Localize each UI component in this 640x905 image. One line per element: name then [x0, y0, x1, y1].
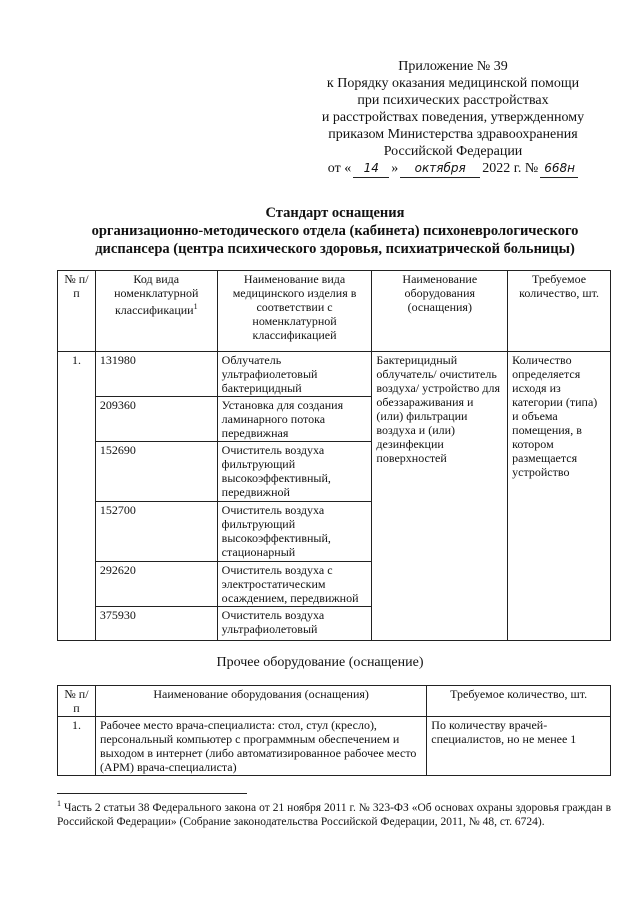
table-header-row: [58, 686, 611, 717]
footnote-ref: 1: [193, 302, 198, 311]
item-name: Очиститель воздуха фильтрующий высокоэффективный, стационарный: [217, 502, 372, 562]
footnote-divider: [57, 793, 247, 794]
header-line-2: при психических расстройствах: [357, 93, 549, 108]
table-row: [58, 717, 611, 776]
col-header-equipment: Наименование оборудования (оснащения): [372, 271, 508, 352]
date-mid: »: [391, 161, 399, 176]
item-code: 152700: [95, 502, 217, 562]
col-header-num: № п/п: [58, 686, 96, 717]
other-equipment-table: [57, 685, 611, 776]
order-number-handwritten: 668н: [540, 160, 578, 178]
equipment-name: Бактерицидный облучатель/ очиститель воздуха/ устройство для обеззараживания и (или) фильтрации воздуха и (или) дезинфекции поверхностей: [372, 352, 508, 641]
col-header-quantity: Требуемое количество, шт.: [508, 271, 611, 352]
table-header-row: [58, 271, 611, 352]
required-quantity: По количеству врачей-специалистов, но не менее 1: [427, 717, 611, 776]
item-code: 152690: [95, 442, 217, 502]
item-name: Очиститель воздуха фильтрующий высокоэффективный, передвижной: [217, 442, 372, 502]
date-month-handwritten: октября: [400, 160, 480, 178]
title-line-1: Стандарт оснащения: [265, 205, 405, 221]
col-header-code: Код вида номенклатурной классификации$^1$: [95, 271, 217, 352]
item-code: 375930: [95, 607, 217, 641]
document-title: [70, 204, 600, 258]
col-header-name: Наименование оборудования (оснащения): [95, 686, 426, 717]
item-name: Очиститель воздуха с электростатическим осаждением, передвижной: [217, 562, 372, 607]
required-quantity: Количество определяется исходя из категории (типа) и объема помещения, в котором размещается устройство: [508, 352, 611, 641]
col-header-quantity: Требуемое количество, шт.: [427, 686, 611, 717]
footnote: [57, 797, 611, 830]
equipment-standard-table: [57, 270, 611, 641]
appendix-header: [300, 58, 606, 178]
item-code: 131980: [95, 352, 217, 397]
date-prefix: от «: [327, 161, 352, 176]
header-line-4: приказом Министерства здравоохранения: [328, 127, 578, 142]
appendix-number: Приложение № 39: [398, 59, 508, 74]
header-line-3: и расстройствах поведения, утвержденному: [321, 110, 585, 125]
header-line-1: к Порядку оказания медицинской помощи: [326, 76, 580, 91]
row-number: 1.: [58, 352, 96, 641]
item-code: 292620: [95, 562, 217, 607]
footnote-text: Часть 2 статьи 38 Федерального закона от 21 ноября 2011 г. № 323-ФЗ «Об основах охраны здоровья граждан в Российской Федерации» (Собрание законодательства Российской Федерации, 2011, № 48, ст. 6724).: [57, 801, 612, 829]
footnote-mark: 1: [57, 799, 61, 808]
item-code: 209360: [95, 397, 217, 442]
title-line-3: диспансера (центра психического здоровья, психиатрической больницы): [95, 241, 575, 257]
table-row: [58, 352, 611, 397]
row-number: 1.: [58, 717, 96, 776]
other-equipment-title: Прочее оборудование (оснащение): [216, 655, 424, 670]
item-name: Облучатель ультрафиолетовый бактерицидный: [217, 352, 372, 397]
col-header-num: № п/п: [58, 271, 96, 352]
date-day-handwritten: 14: [353, 160, 389, 178]
equipment-name: Рабочее место врача-специалиста: стол, стул (кресло), персональный компьютер с программным обеспечением и выходом в интернет (либо автоматизированное рабочее место (АРМ) врача-специалиста): [95, 717, 426, 776]
title-line-2: организационно-методического отдела (кабинета) психоневрологического: [91, 223, 579, 239]
item-name: Очиститель воздуха ультрафиолетовый: [217, 607, 372, 641]
date-year: 2022 г. №: [482, 161, 539, 176]
item-name: Установка для создания ламинарного потока передвижная: [217, 397, 372, 442]
col-header-name: Наименование вида медицинского изделия в соответствии с номенклатурной классификацией: [217, 271, 372, 352]
header-line-5: Российской Федерации: [383, 144, 523, 159]
order-date-line: [300, 160, 606, 178]
